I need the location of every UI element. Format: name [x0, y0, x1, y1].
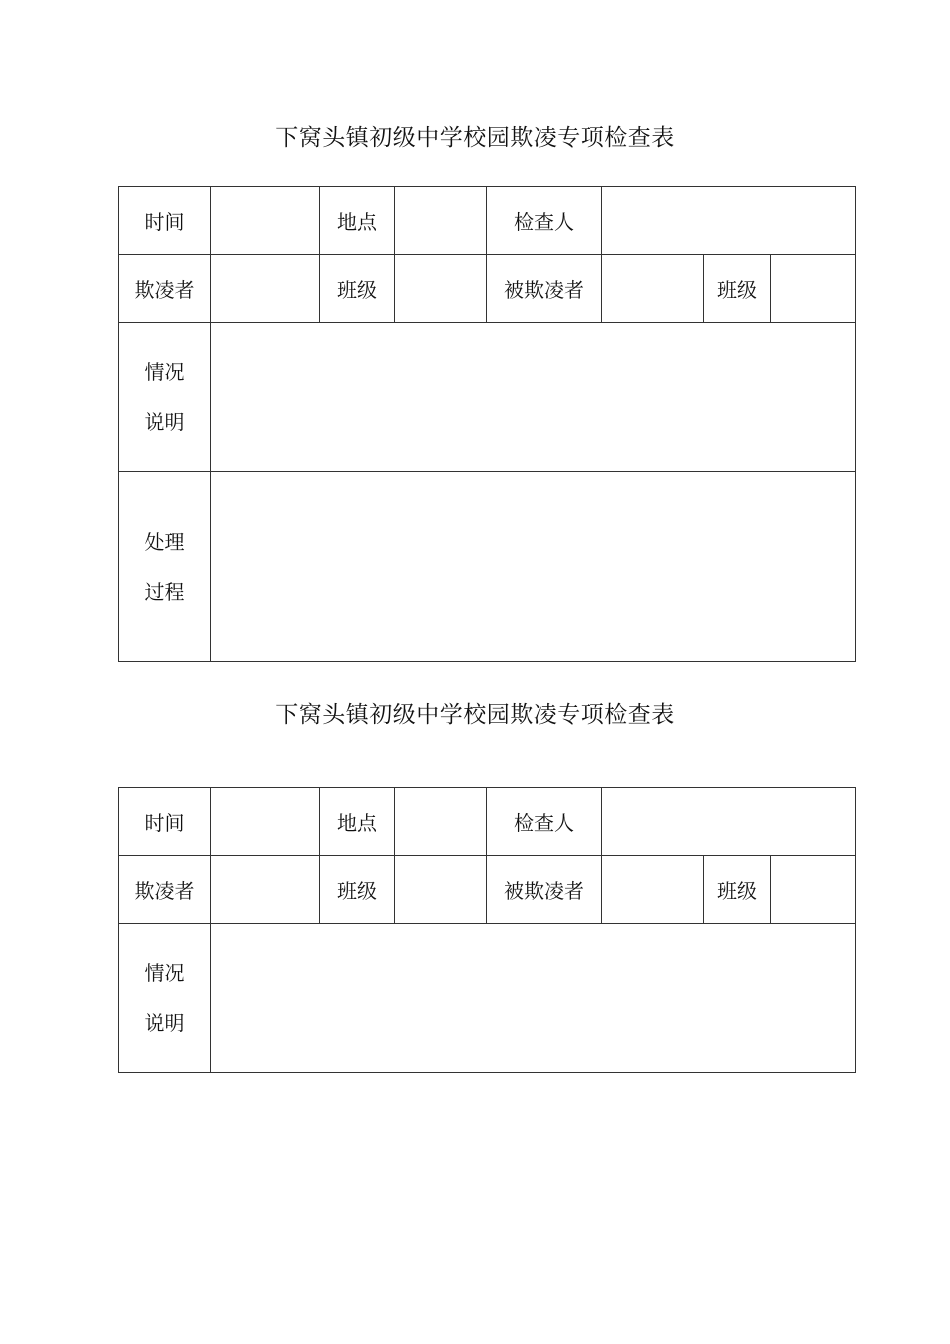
victim-field[interactable] [602, 255, 704, 323]
table-row [119, 788, 856, 856]
table-row [119, 472, 856, 662]
process-label-line: 处理 [144, 529, 185, 554]
bully-label: 欺凌者 [119, 856, 211, 924]
victim-label: 被欺凌者 [487, 255, 602, 323]
time-label: 时间 [119, 187, 211, 255]
bully-class-label: 班级 [320, 255, 395, 323]
inspection-form-table [118, 186, 856, 662]
bully-class-field[interactable] [395, 255, 487, 323]
location-field[interactable] [395, 187, 487, 255]
inspector-field[interactable] [602, 187, 856, 255]
location-label: 地点 [320, 187, 395, 255]
situation-label [119, 323, 211, 472]
location-field[interactable] [395, 788, 487, 856]
time-field[interactable] [211, 788, 320, 856]
bully-field[interactable] [211, 255, 320, 323]
table-row [119, 255, 856, 323]
table-row [119, 856, 856, 924]
table-row [119, 187, 856, 255]
form-title: 下窝头镇初级中学校园欺凌专项检查表 [275, 702, 675, 728]
bully-label: 欺凌者 [119, 255, 211, 323]
situation-label-line: 情况 [144, 961, 185, 985]
inspection-form-table [118, 787, 856, 1073]
table-row [119, 924, 856, 1073]
inspector-label: 检查人 [487, 788, 602, 856]
bully-class-label: 班级 [320, 856, 395, 924]
situation-field[interactable] [211, 924, 856, 1073]
location-label: 地点 [320, 788, 395, 856]
situation-label-line: 情况 [144, 360, 185, 384]
time-field[interactable] [211, 187, 320, 255]
process-label [119, 472, 211, 662]
bully-class-field[interactable] [395, 856, 487, 924]
table-row [119, 323, 856, 472]
form-title: 下窝头镇初级中学校园欺凌专项检查表 [275, 125, 675, 151]
process-field[interactable] [211, 472, 856, 662]
bully-field[interactable] [211, 856, 320, 924]
time-label: 时间 [119, 788, 211, 856]
process-label-line: 过程 [144, 579, 185, 604]
victim-class-field[interactable] [771, 255, 856, 323]
situation-field[interactable] [211, 323, 856, 472]
situation-label-line: 说明 [144, 410, 185, 434]
victim-class-label: 班级 [704, 255, 771, 323]
situation-label-line: 说明 [144, 1011, 185, 1035]
inspector-label: 检查人 [487, 187, 602, 255]
inspector-field[interactable] [602, 788, 856, 856]
situation-label [119, 924, 211, 1073]
victim-class-label: 班级 [704, 856, 771, 924]
victim-class-field[interactable] [771, 856, 856, 924]
victim-field[interactable] [602, 856, 704, 924]
victim-label: 被欺凌者 [487, 856, 602, 924]
